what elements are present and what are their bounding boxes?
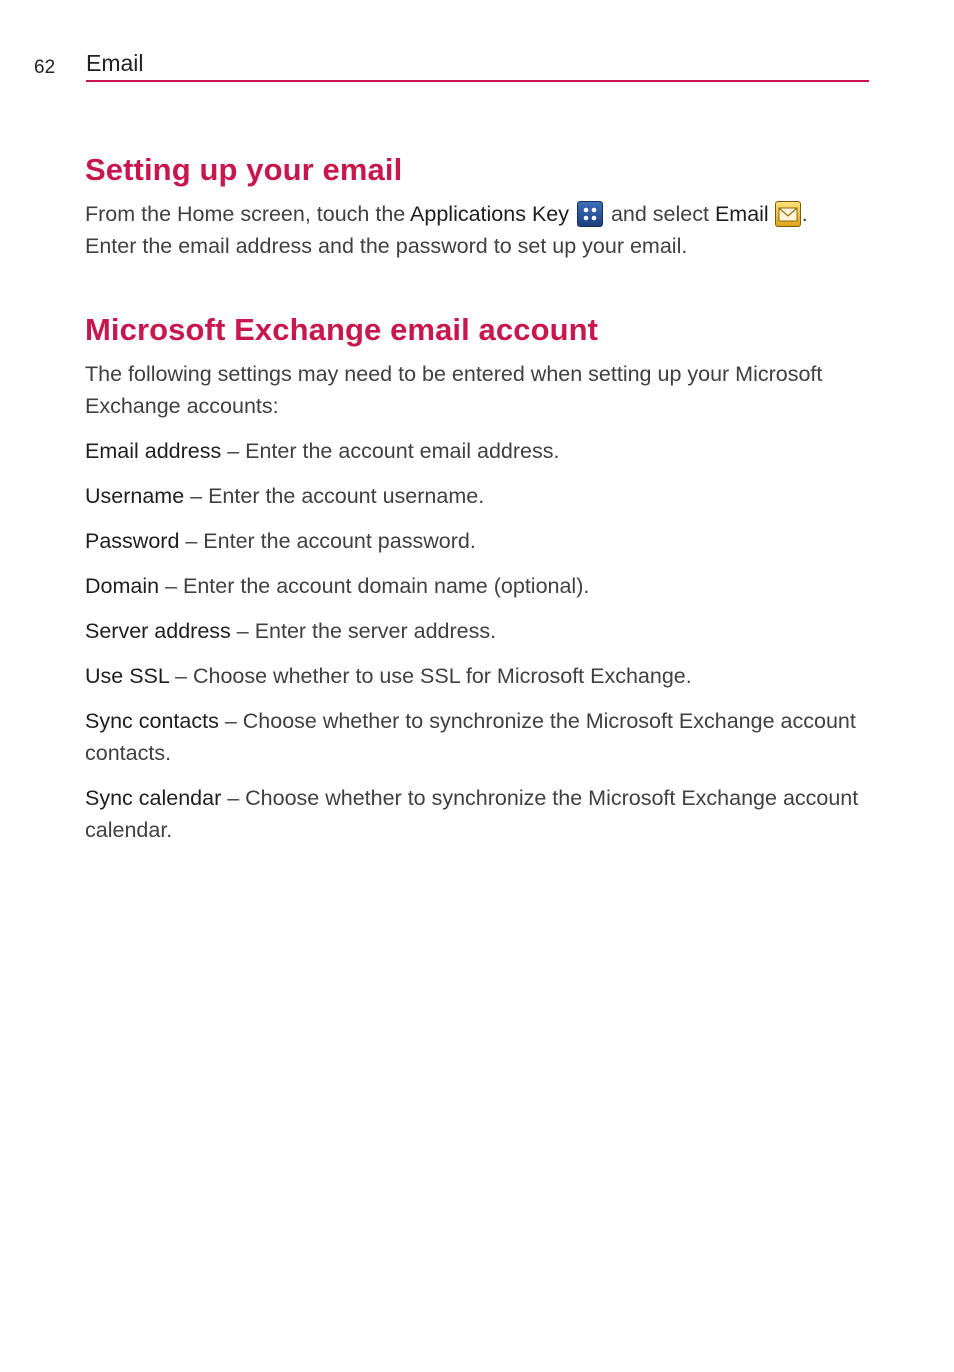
setting-description: – Enter the account email address.: [221, 439, 560, 463]
setting-description: – Choose whether to synchronize the Microsoft Exchange account contacts.: [85, 709, 856, 765]
page-number: 62: [34, 57, 56, 78]
setting-term: Sync contacts: [85, 709, 219, 733]
setting-password: [85, 525, 860, 557]
setting-description: – Enter the account password.: [179, 529, 476, 553]
exchange-heading: Microsoft Exchange email account: [85, 312, 599, 347]
setting-server-address: [85, 615, 860, 647]
setting-term: Sync calendar: [85, 786, 222, 810]
setup-heading: Setting up your email: [85, 152, 403, 187]
setup-text-end: . Enter the email address and the password to set up your email.: [85, 202, 808, 258]
setting-email-address: [85, 435, 860, 467]
setup-text-start: From the Home screen, touch the: [85, 202, 411, 226]
page-content: [85, 148, 860, 846]
email-app-label: Email: [714, 202, 769, 226]
setting-domain: [85, 570, 860, 602]
setting-sync-calendar: [85, 782, 860, 846]
applications-key-label: Applications Key: [410, 202, 569, 226]
email-app-icon: [775, 201, 801, 227]
setup-text-middle: and select: [604, 202, 715, 226]
setting-term: Email address: [85, 439, 222, 463]
header-rule: [86, 80, 869, 82]
applications-key-icon: [577, 201, 603, 227]
setting-term: Domain: [85, 574, 160, 598]
setting-use-ssl: [85, 660, 860, 692]
setting-term: Use SSL: [85, 664, 170, 688]
setting-term: Password: [85, 529, 180, 553]
setting-term: Server address: [85, 619, 231, 643]
setting-description: – Enter the server address.: [230, 619, 497, 643]
setting-description: – Choose whether to synchronize the Microsoft Exchange account calendar.: [85, 786, 859, 842]
setting-description: – Enter the account username.: [184, 484, 485, 508]
setting-description: – Choose whether to use SSL for Microsoft Exchange.: [169, 664, 692, 688]
setting-sync-contacts: [85, 705, 860, 769]
setup-paragraph: [85, 198, 860, 262]
running-section-title: Email: [86, 50, 144, 76]
exchange-intro: The following settings may need to be entered when setting up your Microsoft Exchange accounts:: [85, 362, 823, 418]
setting-description: – Enter the account domain name (optional).: [159, 574, 590, 598]
setting-term: Username: [85, 484, 185, 508]
setting-username: [85, 480, 860, 512]
